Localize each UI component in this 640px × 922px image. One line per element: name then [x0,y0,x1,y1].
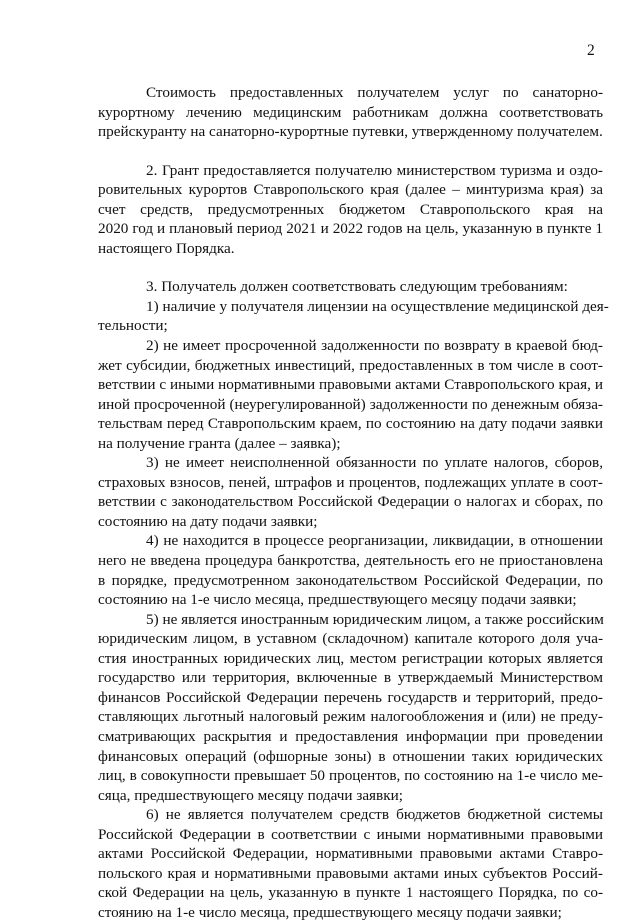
text-line: иной просроченной (неурегулированной) задолженности по денежным обяза- [98,395,603,413]
text-line: стоянию на 1-е число месяца, предшествующего месяцу подачи заявки; [98,903,562,921]
text-line: государство или территория, включенные в утверждаемый Министерством [98,669,603,687]
text-line: 3) не имеет неисполненной обязанности по уплате налогов, сборов, [146,454,603,472]
text-line: состоянию на 1-е число месяца, предшествующего месяцу подачи заявки; [98,591,577,609]
text-line: 2020 год и плановый период 2021 и 2022 годов на цель, указанную в пункте 1 [98,220,603,238]
text-line: ветствии с законодательством Российской Федерации о налогах и сборах, по [98,493,603,511]
text-line: ветствии с иными нормативными правовыми актами Ставропольского края, и [98,376,603,394]
text-line: сматривающих раскрытия и предоставления информации при проведении [98,727,603,745]
text-line: тельствам перед Ставропольским краем, по состоянию на дату подачи заявки [98,415,603,433]
text-line: 2) не имеет просроченной задолженности по возврату в краевой бюд- [146,337,603,355]
paragraph-item-3-1 [98,297,609,336]
text-line: юридическим лицом, в уставном (складочном) капитале которого доля уча- [98,630,603,648]
text-line: тельности; [98,317,168,335]
text-line: сяца, предшествующего месяцу подачи заявки; [98,786,403,804]
paragraph-item-3 [98,277,603,297]
text-line: 1) наличие у получателя лицензии на осуществление медицинской дея- [146,297,609,315]
text-line: актами Российской Федерации, нормативными правовыми актами Ставро- [98,845,603,863]
text-line: 4) не находится в процессе реорганизации, ликвидации, в отношении [146,532,603,550]
text-line: лиц, в совокупности превышает 50 процентов, по состоянию на 1-е число ме- [98,767,603,785]
text-line: ской Федерации на цель, указанную в пункте 1 настоящего Порядка, по со- [98,884,603,902]
text-line: жет субсидии, бюджетных инвестиций, предоставленных в том числе в соот- [98,356,603,374]
text-line: ставляющих льготный налоговый режим налогообложения и (или) не преду- [98,708,603,726]
paragraph-item-3-4 [98,531,603,609]
paragraph-cost [98,83,603,142]
paragraph-gap [98,142,603,161]
text-line: курортному лечению медицинским работникам должна соответствовать [98,103,603,121]
text-line: Российской Федерации в соответствии с иными нормативными правовыми [98,825,603,843]
text-line: на получение гранта (далее – заявка); [98,434,341,452]
text-line: стия иностранных юридических лиц, местом регистрации которых является [98,649,603,667]
text-line: состоянию на дату подачи заявки; [98,512,318,530]
text-line: счет средств, предусмотренных бюджетом Ставропольского края на [98,200,603,218]
document-body [98,83,609,922]
paragraph-item-3-2 [98,336,603,453]
paragraph-item-3-6 [98,805,603,922]
text-line: финансовых операций (офшорные зоны) в отношении таких юридических [98,747,603,765]
text-line: него не введена процедура банкротства, деятельность его не приостановлена [98,552,603,570]
text-line: ровительных курортов Ставропольского края (далее – минтуризма края) за [98,181,603,199]
text-line: прейскуранту на санаторно-курортные путевки, утвержденному получателем. [98,123,603,141]
text-line: в порядке, предусмотренном законодательством Российской Федерации, по [98,571,603,589]
text-line: 2. Грант предоставляется получателю министерством туризма и оздо- [146,161,603,179]
text-line: страховых взносов, пеней, штрафов и процентов, подлежащих уплате в соот- [98,473,603,491]
text-line: 5) не является иностранным юридическим лицом, а также российским [146,610,604,628]
text-line: 6) не является получателем средств бюджетов бюджетной системы [146,806,603,824]
paragraph-gap [98,258,603,277]
text-line: Стоимость предоставленных получателем услуг по санаторно- [146,84,603,101]
text-line: финансов Российской Федерации перечень государств и территорий, предо- [98,688,603,706]
paragraph-item-2 [98,161,603,259]
paragraph-item-3-3 [98,453,603,531]
text-line: польского края и нормативными правовыми актами иных субъектов Россий- [98,864,603,882]
text-line: настоящего Порядка. [98,239,235,257]
page-number: 2 [587,42,595,59]
text-line: 3. Получатель должен соответствовать следующим требованиям: [146,278,568,296]
paragraph-item-3-5 [98,610,603,805]
